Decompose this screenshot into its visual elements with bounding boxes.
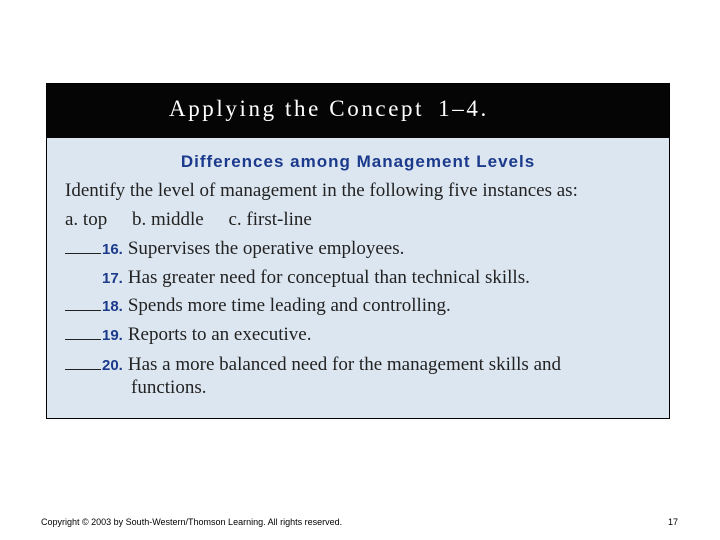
question-16: [65, 238, 404, 260]
question-20: [65, 354, 561, 376]
question-number: 18.: [102, 298, 123, 315]
question-text: Spends more time leading and controlling.: [127, 295, 451, 316]
answer-blank-20[interactable]: [65, 355, 101, 370]
question-number: 16.: [102, 241, 123, 258]
choice-top: a. top: [65, 209, 108, 230]
question-number: 20.: [102, 357, 123, 374]
title-bar: [47, 84, 669, 138]
question-number: 19.: [102, 327, 123, 344]
panel-title-text: Applying the Concept: [169, 96, 425, 121]
answer-blank-18[interactable]: [65, 296, 101, 311]
choice-first-line: c. first-line: [228, 209, 312, 230]
question-19: [65, 324, 311, 346]
panel-title: [169, 96, 489, 122]
question-number: 17.: [102, 270, 123, 287]
question-text: Reports to an executive.: [127, 324, 312, 345]
question-text: Supervises the operative employees.: [127, 238, 405, 259]
question-17: [65, 267, 530, 289]
answer-choices: [65, 209, 332, 231]
question-text: Has greater need for conceptual than technical skills.: [127, 267, 530, 288]
question-18: [65, 295, 451, 317]
panel-subtitle: Differences among Management Levels: [180, 152, 536, 171]
page-number: 17: [667, 517, 678, 527]
copyright-footer: Copyright © 2003 by South-Western/Thomson Learning. All rights reserved.: [41, 517, 343, 527]
choice-middle: b. middle: [131, 209, 204, 230]
concept-panel: [46, 83, 670, 419]
question-20-continuation: functions.: [131, 377, 207, 398]
panel-title-number: 1–4.: [438, 96, 489, 121]
instructions-text: Identify the level of management in the following five instances as:: [65, 180, 578, 201]
question-text: Has a more balanced need for the management skills and: [127, 354, 561, 375]
answer-blank-19[interactable]: [65, 325, 101, 340]
answer-blank-16[interactable]: [65, 239, 101, 254]
